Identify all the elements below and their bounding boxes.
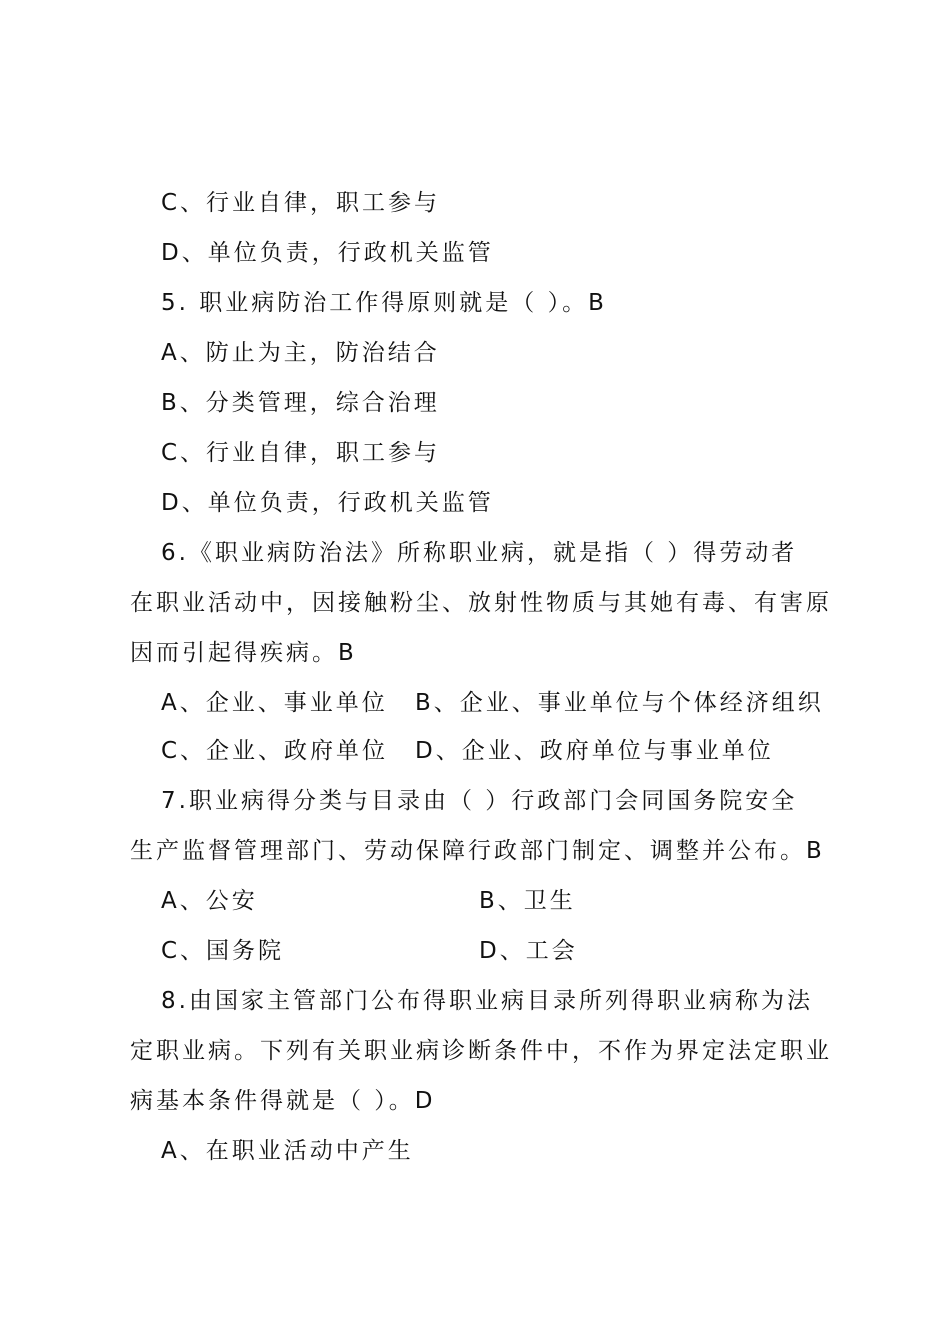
q7-option-d: D、工会 bbox=[479, 938, 578, 964]
q6-options-row-1 bbox=[161, 688, 824, 718]
q4-option-c: C、行业自律，职工参与 bbox=[161, 190, 441, 216]
q6-options-row-2 bbox=[161, 736, 774, 766]
q6-option-b: B、企业、事业单位与个体经济组织 bbox=[415, 690, 824, 716]
q5-option-a: A、防止为主，防治结合 bbox=[161, 340, 440, 366]
q5-stem: 5. 职业病防治工作得原则就是（ ）。B bbox=[161, 290, 607, 316]
q4-option-d: D、单位负责，行政机关监管 bbox=[161, 240, 494, 266]
q5-option-d: D、单位负责，行政机关监管 bbox=[161, 490, 494, 516]
q8-stem-line-2: 定职业病。下列有关职业病诊断条件中，不作为界定法定职业 bbox=[130, 1038, 832, 1064]
q5-option-b: B、分类管理，综合治理 bbox=[161, 390, 440, 416]
q7-option-b: B、卫生 bbox=[479, 888, 576, 914]
q8-stem-line-3: 病基本条件得就是（ ）。D bbox=[130, 1088, 436, 1114]
q8-stem-line-1: 8.由国家主管部门公布得职业病目录所列得职业病称为法 bbox=[161, 988, 813, 1014]
q6-stem-line-3: 因而引起得疾病。B bbox=[130, 640, 357, 666]
q7-option-a: A、公安 bbox=[161, 888, 258, 914]
q6-option-d: D、企业、政府单位与事业单位 bbox=[415, 738, 774, 764]
q6-option-a: A、企业、事业单位 bbox=[161, 690, 388, 716]
q6-stem-line-2: 在职业活动中，因接触粉尘、放射性物质与其她有毒、有害原 bbox=[130, 590, 832, 616]
q7-option-c: C、国务院 bbox=[161, 938, 285, 964]
q6-stem-line-1: 6.《职业病防治法》所称职业病，就是指（ ）得劳动者 bbox=[161, 540, 798, 566]
q7-options-row-2 bbox=[161, 936, 578, 966]
q7-stem-line-2: 生产监督管理部门、劳动保障行政部门制定、调整并公布。B bbox=[130, 838, 825, 864]
q5-option-c: C、行业自律，职工参与 bbox=[161, 440, 441, 466]
q7-stem-line-1: 7.职业病得分类与目录由（ ）行政部门会同国务院安全 bbox=[161, 788, 798, 814]
q7-options-row-1 bbox=[161, 886, 576, 916]
q8-option-a: A、在职业活动中产生 bbox=[161, 1138, 414, 1164]
q6-option-c: C、企业、政府单位 bbox=[161, 738, 389, 764]
